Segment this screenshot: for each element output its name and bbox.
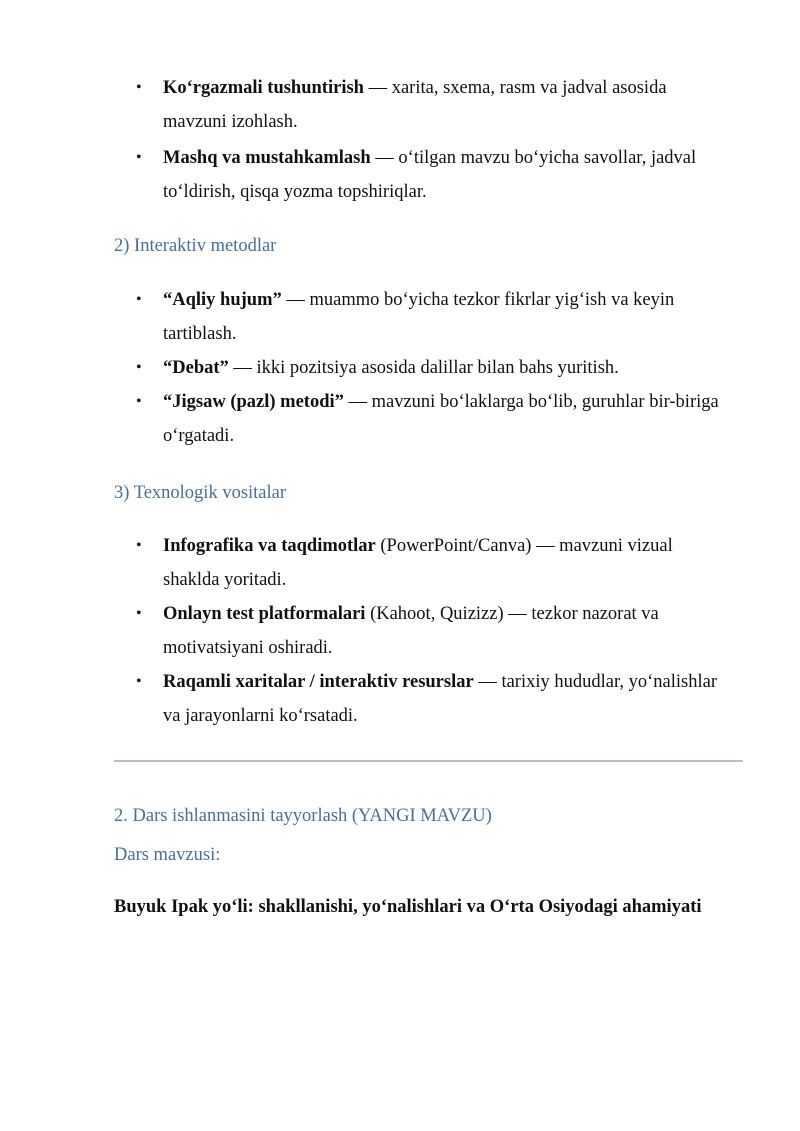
- bullet: •: [136, 291, 142, 308]
- method-list-3: [0, 529, 800, 733]
- item-description: — tarixiy hududlar, yoʻnalishlar va jarayonlarni koʻrsatadi.: [163, 672, 718, 726]
- item-term: Mashq va mustahkamlash: [163, 148, 371, 168]
- horizontal-divider: [114, 760, 743, 762]
- lesson-topic-title: Buyuk Ipak yoʻli: shakllanishi, yoʻnalishlari va Oʻrta Osiyodagi ahamiyati: [114, 897, 702, 917]
- list-item: [0, 71, 800, 139]
- section-heading-interactive: 2) Interaktiv metodlar: [114, 236, 277, 256]
- list-item: [0, 283, 800, 351]
- item-description: — xarita, sxema, rasm va jadval asosida mavzuni izohlash.: [163, 78, 667, 132]
- item-description: (PowerPoint/Canva) — mavzuni vizual shaklda yoritadi.: [163, 536, 673, 590]
- item-term: Infografika va taqdimotlar: [163, 536, 376, 556]
- bullet: •: [136, 673, 142, 690]
- item-term: “Aqliy hujum”: [163, 290, 282, 310]
- part-heading: 2. Dars ishlanmasini tayyorlash (YANGI MAVZU): [114, 806, 492, 826]
- item-term: “Jigsaw (pazl) metodi”: [163, 392, 344, 412]
- list-item: [0, 385, 800, 453]
- item-term: Onlayn test platformalari: [163, 604, 366, 624]
- method-list-1: [0, 71, 800, 209]
- topic-label: Dars mavzusi:: [114, 845, 221, 865]
- list-item: [0, 597, 800, 665]
- item-term: “Debat”: [163, 358, 229, 378]
- item-description: — muammo boʻyicha tezkor fikrlar yigʻish va keyin tartiblash.: [163, 290, 675, 344]
- method-list-2: [0, 283, 800, 453]
- item-description: — ikki pozitsiya asosida dalillar bilan bahs yuritish.: [228, 358, 619, 378]
- bullet: •: [136, 605, 142, 622]
- bullet: •: [136, 149, 142, 166]
- list-item: [0, 351, 800, 385]
- section-heading-technology: 3) Texnologik vositalar: [114, 483, 287, 503]
- item-description: — mavzuni boʻlaklarga boʻlib, guruhlar bir-biriga oʻrgatadi.: [163, 392, 719, 446]
- item-description: (Kahoot, Quizizz) — tezkor nazorat va motivatsiyani oshiradi.: [163, 604, 659, 658]
- item-term: Koʻrgazmali tushuntirish: [163, 78, 364, 98]
- bullet: •: [136, 79, 142, 96]
- bullet: •: [136, 537, 142, 554]
- list-item: [0, 665, 800, 733]
- list-item: [0, 529, 800, 597]
- item-description: — oʻtilgan mavzu boʻyicha savollar, jadval toʻldirish, qisqa yozma topshiriqlar.: [163, 148, 697, 202]
- list-item: [0, 141, 800, 209]
- item-term: Raqamli xaritalar / interaktiv resurslar: [163, 672, 474, 692]
- bullet: •: [136, 393, 142, 410]
- bullet: •: [136, 359, 142, 376]
